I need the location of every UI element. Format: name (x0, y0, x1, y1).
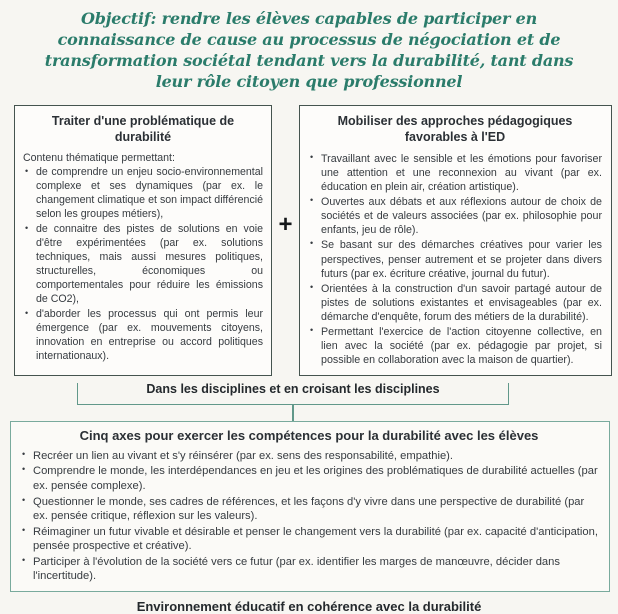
list-item: • Questionner le monde, ses cadres de références, et les façons d'y vivre dans une perspective de durabilité (par ex. pensée critique, réflexion sur les valeurs). (19, 495, 599, 524)
list-item: • Réimaginer un futur vivable et désirable et penser le changement vers la durabilité (par ex. capacité d'anticipation, pensée prospective et créative). (19, 525, 599, 554)
five-axes-bullet-list (19, 449, 599, 584)
five-axes-box (10, 421, 610, 592)
list-item: • Travaillant avec le sensible et les émotions pour favoriser une attention et une reconnexion au vivant (par ex. éducation en plein air, création artistique). (308, 152, 602, 194)
list-item: • d'aborder les processus qui ont permis leur émergence (par ex. mouvements citoyens, innovation en entreprise ou accord politiques internationaux). (23, 308, 263, 364)
objective-title: Objectif: rendre les élèves capables de participer en connaissance de cause au processus de négociation et de transformation sociétal tendant vers la durabilité, tant dans leur rôle citoyen que professionnel (44, 9, 574, 92)
list-item: • Orientées à la construction d'un savoir partagé autour de pistes de solutions existantes et envisageables (par ex. démarche d'enquête, forum des métiers de la durabilité). (308, 282, 602, 324)
list-item: • Comprendre le monde, les interdépendances en jeu et les origines des problématiques de durabilité actuelles (par ex. pensée complexe). (19, 464, 599, 493)
scanned-diagram-page (0, 8, 618, 614)
list-item: • Ouvertes aux débats et aux réflexions autour de choix de sociétés et de valeurs associées (par ex. philosophie pour enfants, jeu de rôle). (308, 195, 602, 237)
pedagogical-approaches-box (299, 105, 612, 375)
plus-sign: + (278, 211, 293, 239)
disciplines-label: Dans les disciplines et en croisant les disciplines (146, 381, 440, 396)
pedagogical-box-header: Mobiliser des approches pédagogiques favorables à l'ED (337, 114, 573, 145)
thematic-box-intro: Contenu thématique permettant: (23, 151, 175, 164)
thematic-box-header: Traiter d'une problématique de durabilité (51, 114, 235, 145)
list-item: • Permettant l'exercice de l'action citoyenne collective, en lien avec la société (par ex. pédagogie par projet, si possible en collaboration avec la maison de quartier). (308, 325, 602, 367)
connector-stem (292, 405, 294, 421)
environment-footer-label: Environnement éducatif en cohérence avec la durabilité (136, 598, 482, 614)
pedagogical-bullet-list (308, 152, 602, 368)
thematic-content-box (14, 105, 272, 375)
thematic-bullet-list (23, 166, 263, 364)
disciplines-connector (0, 381, 618, 421)
list-item: • de connaitre des pistes de solutions en voie d'être expérimentées (par ex. solutions techniques, mais aussi mesures politiques, structurelles, économiques ou comportementales pour réduire les émissions de CO2), (23, 223, 263, 307)
list-item: • Se basant sur des démarches créatives pour varier les perspectives, penser autrement et se projeter dans divers futurs (par ex. écriture créative, journal du futur). (308, 238, 602, 280)
five-axes-header: Cinq axes pour exercer les compétences pour la durabilité avec les élèves (79, 427, 539, 443)
list-item: • Participer à l'évolution de la société vers ce futur (par ex. identifier les marges de manœuvre, décider dans l'incertitude). (19, 555, 599, 584)
top-boxes-row (14, 105, 612, 375)
list-item: • Recréer un lien au vivant et s'y réinsérer (par ex. sens des responsabilité, empathie). (19, 449, 599, 464)
list-item: • de comprendre un enjeu socio-environnemental complexe et ses dynamiques (par ex. le changement climatique et son impact différencié selon les groupes métiers), (23, 166, 263, 222)
bracket-shape (77, 383, 509, 405)
